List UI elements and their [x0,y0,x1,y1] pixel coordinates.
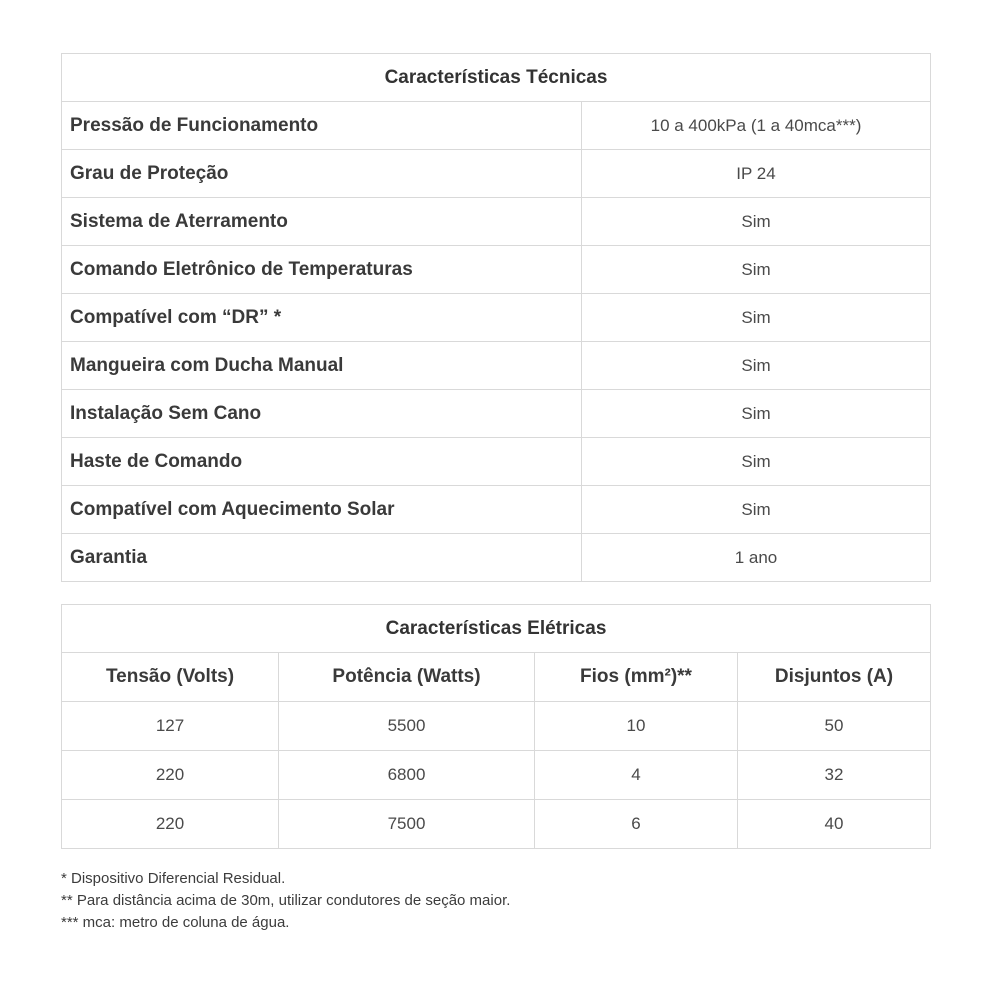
spec-value: 10 a 400kPa (1 a 40mca***) [582,102,931,150]
voltage-cell: 220 [62,751,279,800]
wires-cell: 10 [535,702,738,751]
breaker-cell: 32 [738,751,931,800]
technical-specs-table [61,53,931,582]
spec-label: Compatível com “DR” * [62,294,582,342]
spec-label: Haste de Comando [62,438,582,486]
footnote-mca: *** mca: metro de coluna de água. [61,914,290,931]
power-cell: 7500 [279,800,535,849]
spec-label: Compatível com Aquecimento Solar [62,486,582,534]
breaker-cell: 40 [738,800,931,849]
table-row [62,294,931,342]
spec-value: Sim [582,438,931,486]
technical-title: Características Técnicas [62,54,931,102]
table-row [62,702,931,751]
table-row [62,534,931,582]
table-row [62,438,931,486]
table-row [62,751,931,800]
footnotes [61,868,510,934]
spec-label: Sistema de Aterramento [62,198,582,246]
spec-value: Sim [582,342,931,390]
column-header-power: Potência (Watts) [279,653,535,702]
power-cell: 5500 [279,702,535,751]
spec-label: Mangueira com Ducha Manual [62,342,582,390]
electrical-specs-table [61,604,931,849]
table-row [62,198,931,246]
table-row [62,390,931,438]
electrical-title: Características Elétricas [62,605,931,653]
spec-value: Sim [582,198,931,246]
spec-label: Garantia [62,534,582,582]
table-row [62,486,931,534]
wires-cell: 6 [535,800,738,849]
column-header-breakers: Disjuntos (A) [738,653,931,702]
voltage-cell: 127 [62,702,279,751]
wires-cell: 4 [535,751,738,800]
header-row [62,653,931,702]
table-row [62,102,931,150]
table-row [62,246,931,294]
table-row [62,800,931,849]
footnote-dr: * Dispositivo Diferencial Residual. [61,870,286,887]
spec-label: Instalação Sem Cano [62,390,582,438]
spec-label: Comando Eletrônico de Temperaturas [62,246,582,294]
spec-value: Sim [582,246,931,294]
spec-value: IP 24 [582,150,931,198]
column-header-wires: Fios (mm²)** [535,653,738,702]
table-row [62,150,931,198]
column-header-voltage: Tensão (Volts) [62,653,279,702]
table-row [62,342,931,390]
breaker-cell: 50 [738,702,931,751]
power-cell: 6800 [279,751,535,800]
spec-value: Sim [582,390,931,438]
spec-label: Grau de Proteção [62,150,582,198]
electrical-title-row [62,605,931,653]
footnote-distance: ** Para distância acima de 30m, utilizar condutores de seção maior. [61,892,511,909]
voltage-cell: 220 [62,800,279,849]
technical-title-row [62,54,931,102]
spec-value: Sim [582,294,931,342]
spec-label: Pressão de Funcionamento [62,102,582,150]
spec-value: Sim [582,486,931,534]
spec-value: 1 ano [582,534,931,582]
